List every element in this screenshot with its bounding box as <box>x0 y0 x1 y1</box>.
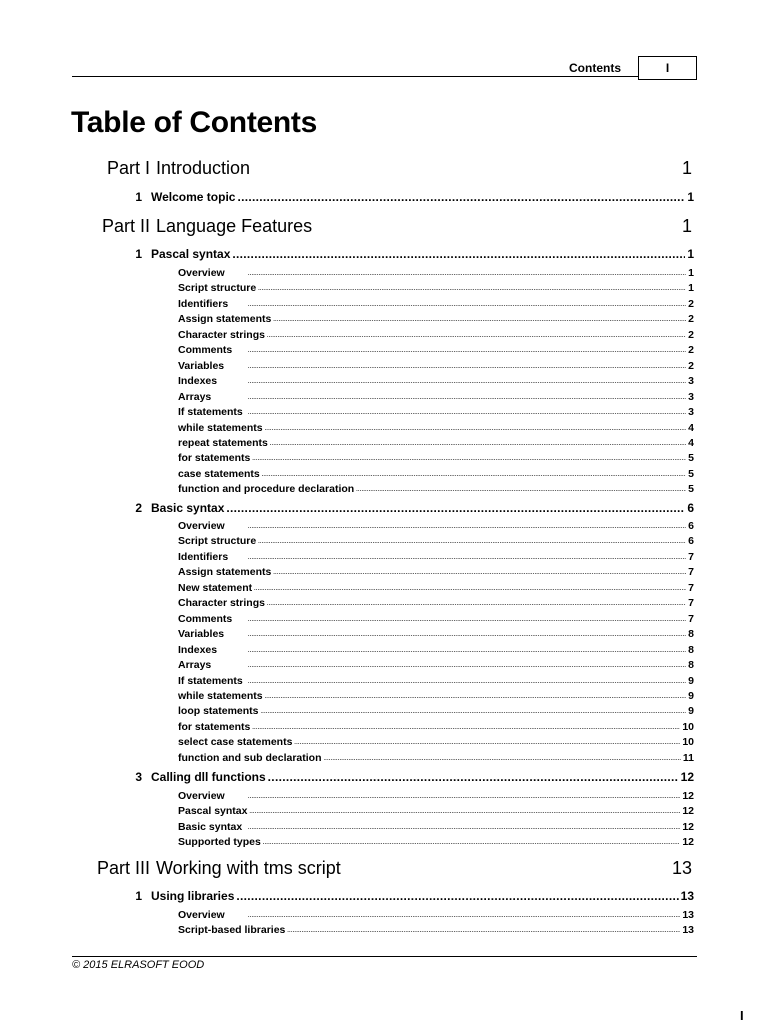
dot-leader <box>236 889 678 903</box>
dot-leader <box>248 347 686 356</box>
part-page-number: 1 <box>681 158 692 178</box>
toc-chapter-entry[interactable] <box>130 769 694 784</box>
toc-topic-entry[interactable] <box>178 343 694 356</box>
chapter-number: 3 <box>135 770 142 784</box>
dot-leader <box>248 363 686 372</box>
chapter-title: Welcome topic <box>151 190 236 204</box>
topic-title: Pascal syntax <box>178 805 248 818</box>
dot-leader <box>267 332 686 341</box>
topic-title: Variables <box>178 628 225 641</box>
toc-topic-entry[interactable] <box>178 328 694 341</box>
dot-leader <box>249 808 680 817</box>
dot-leader <box>252 455 686 464</box>
toc-chapter-entry[interactable] <box>130 888 694 903</box>
toc-topic-entry[interactable] <box>178 390 694 403</box>
toc-topic-entry[interactable] <box>178 312 694 325</box>
topic-page-number: 6 <box>688 535 694 548</box>
toc-topic-entry[interactable] <box>178 835 694 848</box>
topic-page-number: 10 <box>682 720 694 733</box>
topic-page-number: 12 <box>682 836 694 849</box>
dot-leader <box>237 190 685 204</box>
toc-topic-entry[interactable] <box>178 804 694 817</box>
topic-title: Arrays <box>178 659 212 672</box>
dot-leader <box>252 724 680 733</box>
toc-topic-entry[interactable] <box>178 436 694 449</box>
part-title: Language Features <box>156 216 313 236</box>
topic-page-number: 6 <box>688 520 694 532</box>
toc-topic-entry[interactable] <box>178 923 694 936</box>
topic-page-number: 8 <box>688 643 694 656</box>
chapter-number: 1 <box>135 247 142 261</box>
topic-title: Arrays <box>178 390 212 403</box>
topic-page-number: 1 <box>688 267 694 279</box>
topic-page-number: 5 <box>688 467 694 480</box>
toc-chapter-entry[interactable] <box>130 246 694 261</box>
chapter-title: Basic syntax <box>151 501 225 515</box>
footer-rule <box>72 956 697 957</box>
topic-title: Supported types <box>178 836 261 849</box>
topic-page-number: 13 <box>682 924 694 937</box>
dot-leader <box>248 616 686 625</box>
part-page-number: 13 <box>671 858 692 878</box>
toc-topic-entry[interactable] <box>178 534 694 547</box>
topic-page-number: 2 <box>688 359 694 372</box>
topic-title: function and procedure declaration <box>178 483 355 496</box>
toc-topic-entry[interactable] <box>178 266 694 279</box>
topic-page-number: 4 <box>688 436 694 449</box>
dot-leader <box>248 662 686 671</box>
part-number: Part II <box>101 216 150 236</box>
topic-title: while statements <box>178 421 263 434</box>
toc-topic-entry[interactable] <box>178 281 694 294</box>
topic-page-number: 7 <box>688 550 694 563</box>
topic-title: Overview <box>178 909 225 921</box>
topic-page-number: 9 <box>688 705 694 718</box>
dot-leader <box>261 708 687 717</box>
topic-title: loop statements <box>178 705 259 718</box>
topic-title: while statements <box>178 689 263 702</box>
topic-title: Script-based libraries <box>178 924 286 937</box>
topic-page-number: 9 <box>688 689 694 702</box>
dot-leader <box>248 631 686 640</box>
topic-title: Identifiers <box>178 550 229 563</box>
dot-leader <box>287 927 680 936</box>
chapter-page-number: 1 <box>687 190 694 204</box>
dot-leader <box>232 247 685 261</box>
toc-topic-entry[interactable] <box>178 820 694 833</box>
topic-page-number: 2 <box>688 313 694 326</box>
toc-topic-entry[interactable] <box>178 658 694 671</box>
toc-topic-entry[interactable] <box>178 297 694 310</box>
dot-leader <box>258 285 686 294</box>
topic-title: If statements <box>178 674 243 687</box>
dot-leader <box>248 824 680 833</box>
topic-title: New statement <box>178 581 253 594</box>
topic-page-number: 5 <box>688 483 694 496</box>
dot-leader <box>263 839 680 848</box>
topic-title: Assign statements <box>178 313 272 326</box>
dot-leader <box>248 912 680 921</box>
chapter-number: 2 <box>135 501 142 515</box>
topic-title: select case statements <box>178 736 293 749</box>
toc-topic-entry[interactable] <box>178 704 694 717</box>
topic-title: Indexes <box>178 375 218 388</box>
toc-chapter-entry[interactable] <box>130 500 694 515</box>
topic-title: Identifiers <box>178 297 229 310</box>
chapter-page-number: 12 <box>680 770 694 784</box>
dot-leader <box>248 523 686 532</box>
dot-leader <box>248 394 686 403</box>
topic-title: case statements <box>178 467 260 480</box>
dot-leader <box>267 600 686 609</box>
toc-topic-entry[interactable] <box>178 789 694 802</box>
topic-page-number: 12 <box>682 790 694 802</box>
topic-page-number: 3 <box>688 406 694 419</box>
topic-title: Variables <box>178 359 225 372</box>
topic-page-number: 12 <box>682 805 694 818</box>
topic-page-number: 12 <box>682 820 694 833</box>
topic-title: function and sub declaration <box>178 751 322 764</box>
dot-leader <box>294 739 680 748</box>
dot-leader <box>356 486 686 495</box>
topic-page-number: 7 <box>688 581 694 594</box>
topic-page-number: 7 <box>688 566 694 579</box>
topic-page-number: 7 <box>688 612 694 625</box>
topic-title: repeat statements <box>178 436 268 449</box>
topic-page-number: 8 <box>688 659 694 672</box>
toc-chapter-entry[interactable] <box>130 189 694 204</box>
topic-page-number: 11 <box>682 751 694 764</box>
dot-leader <box>226 501 685 515</box>
toc-topic-entry[interactable] <box>178 720 694 733</box>
dot-leader <box>248 270 686 279</box>
part-number: Part I <box>106 158 150 178</box>
topic-title: Comments <box>178 612 233 625</box>
header-page-number: I <box>638 56 697 80</box>
toc-topic-entry[interactable] <box>178 467 694 480</box>
part-title: Introduction <box>156 158 251 178</box>
dot-leader <box>248 378 686 387</box>
toc-topic-entry[interactable] <box>178 751 694 764</box>
dot-leader <box>324 755 681 764</box>
topic-title: Character strings <box>178 328 265 341</box>
toc-topic-entry[interactable] <box>178 596 694 609</box>
dot-leader <box>270 440 686 449</box>
topic-title: Indexes <box>178 643 218 656</box>
topic-page-number: 10 <box>682 736 694 749</box>
topic-title: Script structure <box>178 535 257 548</box>
dot-leader <box>248 409 686 418</box>
topic-title: Comments <box>178 344 233 357</box>
footer-copyright: © 2015 ELRASOFT EOOD <box>72 959 205 971</box>
toc-topic-entry[interactable] <box>178 405 694 418</box>
dot-leader <box>248 793 680 802</box>
topic-page-number: 4 <box>688 421 694 434</box>
toc-topic-entry[interactable] <box>178 519 694 532</box>
toc-topic-entry[interactable] <box>178 421 694 434</box>
chapter-page-number: 1 <box>687 247 694 261</box>
topic-page-number: 3 <box>688 375 694 388</box>
topic-page-number: 1 <box>688 282 694 295</box>
toc-topic-entry[interactable] <box>178 451 694 464</box>
topic-page-number: 13 <box>682 909 694 921</box>
toc-topic-entry[interactable] <box>178 908 694 921</box>
toc-part-entry[interactable] <box>88 215 692 237</box>
toc-topic-entry[interactable] <box>178 565 694 578</box>
part-page-number: 1 <box>681 216 692 236</box>
dot-leader <box>268 770 679 784</box>
toc-topic-entry[interactable] <box>178 674 694 687</box>
toc-topic-entry[interactable] <box>178 359 694 372</box>
dot-leader <box>258 538 686 547</box>
topic-page-number: 3 <box>688 390 694 403</box>
part-number: Part III <box>96 858 150 878</box>
dot-leader <box>248 647 686 656</box>
topic-title: Script structure <box>178 282 257 295</box>
dot-leader <box>248 554 686 563</box>
topic-title: Overview <box>178 520 225 532</box>
topic-title: Assign statements <box>178 566 272 579</box>
page-corner-mark: I <box>740 1008 744 1023</box>
toc-topic-entry[interactable] <box>178 735 694 748</box>
dot-leader <box>273 316 686 325</box>
dot-leader <box>262 471 686 480</box>
topic-title: for statements <box>178 452 251 465</box>
topic-page-number: 2 <box>688 344 694 357</box>
dot-leader <box>265 693 687 702</box>
chapter-page-number: 6 <box>687 501 694 515</box>
toc-topic-entry[interactable] <box>178 374 694 387</box>
dot-leader <box>254 585 686 594</box>
chapter-page-number: 13 <box>680 889 694 903</box>
toc-part-entry[interactable] <box>88 157 692 179</box>
toc-topic-entry[interactable] <box>178 689 694 702</box>
topic-page-number: 8 <box>688 628 694 641</box>
header-section-label: Contents <box>569 61 621 75</box>
dot-leader <box>248 678 686 687</box>
chapter-title: Calling dll functions <box>151 770 266 784</box>
dot-leader <box>265 425 687 434</box>
page-title: Table of Contents <box>71 106 318 139</box>
chapter-title: Using libraries <box>151 889 235 903</box>
topic-title: Basic syntax <box>178 820 243 833</box>
topic-page-number: 7 <box>688 597 694 610</box>
topic-title: Overview <box>178 267 225 279</box>
dot-leader <box>273 569 686 578</box>
toc-topic-entry[interactable] <box>178 643 694 656</box>
toc-topic-entry[interactable] <box>178 612 694 625</box>
dot-leader <box>248 301 686 310</box>
toc-part-entry[interactable] <box>88 857 692 879</box>
part-title: Working with tms script <box>156 858 341 878</box>
topic-page-number: 2 <box>688 297 694 310</box>
topic-title: Character strings <box>178 597 265 610</box>
toc-topic-entry[interactable] <box>178 550 694 563</box>
toc-topic-entry[interactable] <box>178 482 694 495</box>
topic-title: for statements <box>178 720 251 733</box>
chapter-number: 1 <box>135 190 142 204</box>
topic-page-number: 2 <box>688 328 694 341</box>
toc-topic-entry[interactable] <box>178 581 694 594</box>
toc-topic-entry[interactable] <box>178 627 694 640</box>
chapter-number: 1 <box>135 889 142 903</box>
topic-title: If statements <box>178 406 243 419</box>
topic-page-number: 5 <box>688 452 694 465</box>
chapter-title: Pascal syntax <box>151 247 231 261</box>
topic-page-number: 9 <box>688 674 694 687</box>
topic-title: Overview <box>178 790 225 802</box>
